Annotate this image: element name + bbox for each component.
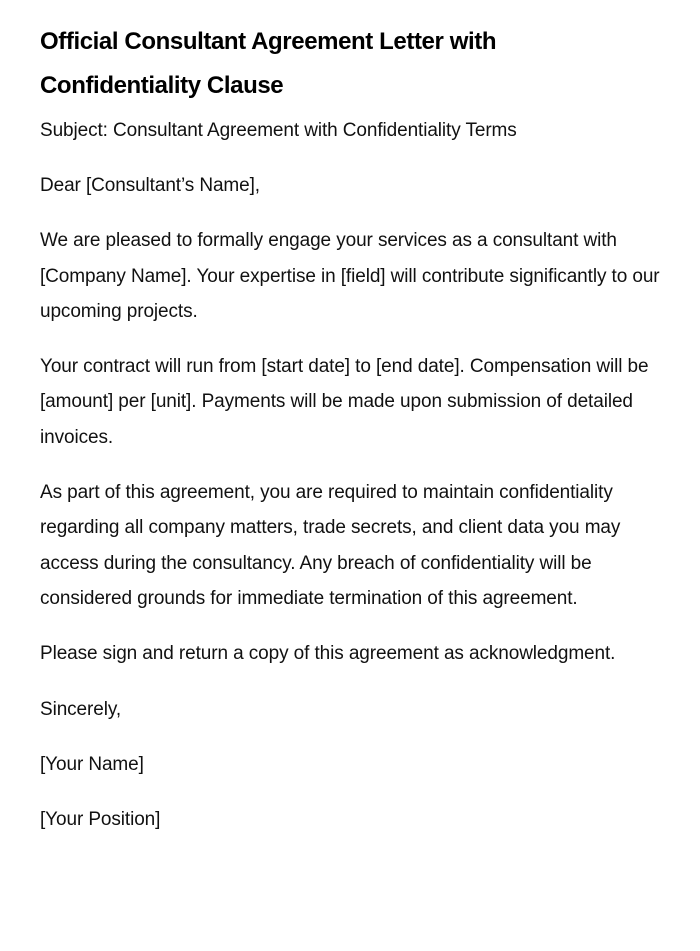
paragraph-contract-terms: Your contract will run from [start date] to [end date]. Compensation will be [amount] per [unit]. Payments will be made upon submission of detailed invoices. (40, 356, 649, 448)
paragraph-engagement: We are pleased to formally engage your services as a consultant with [Company Name]. Your expertise in [field] will contribute significantly to our upcoming projects. (40, 230, 660, 322)
paragraph-confidentiality: As part of this agreement, you are required to maintain confidentiality regarding all company matters, trade secrets, and client data you may access during the consultancy. Any breach of confidentiality will be considered grounds for immediate termination of this agreement. (40, 482, 621, 609)
signature-position: [Your Position] (40, 809, 161, 831)
document-title: Official Consultant Agreement Letter with Confidentiality Clause (40, 28, 497, 99)
closing: Sincerely, (40, 698, 122, 720)
paragraph-acknowledgment: Please sign and return a copy of this agreement as acknowledgment. (40, 643, 616, 665)
signature-name: [Your Name] (40, 753, 144, 775)
subject-line: Subject: Consultant Agreement with Confidentiality Terms (40, 120, 517, 141)
salutation: Dear [Consultant’s Name], (40, 175, 260, 196)
